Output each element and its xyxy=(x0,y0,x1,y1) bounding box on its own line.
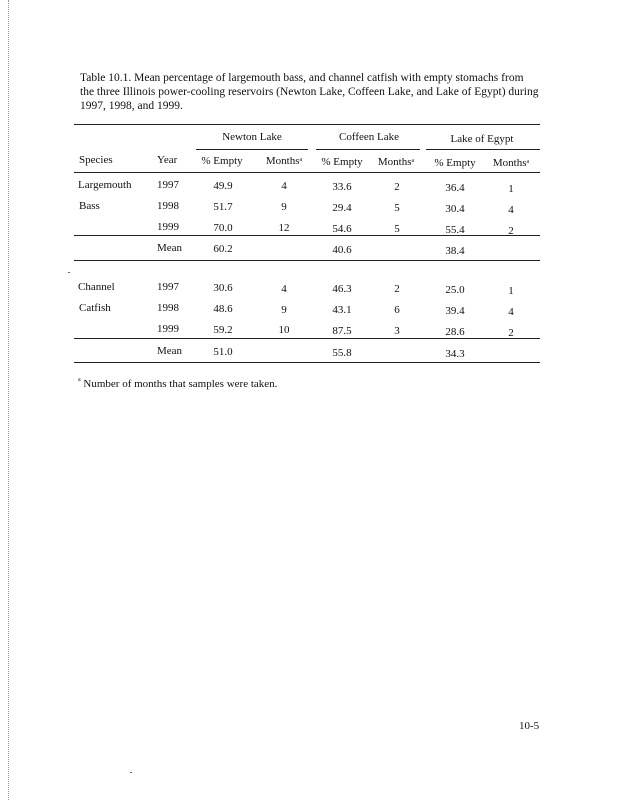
year-header: Year xyxy=(157,154,178,166)
table-bottom-rule xyxy=(74,362,540,363)
ccf-1999-rule xyxy=(74,338,540,339)
coffeen-pct-cell: 46.3 xyxy=(332,283,352,295)
newton-months-cell: 4 xyxy=(281,283,287,295)
newton-pct-header: % Empty xyxy=(201,155,243,167)
egypt-months-cell: 2 xyxy=(508,327,514,339)
coffeen-mean-cell: 40.6 xyxy=(332,244,352,256)
page-number: 10-5 xyxy=(519,720,540,732)
coffeen-pct-header: % Empty xyxy=(321,156,363,168)
coffeen-months-cell: 6 xyxy=(394,304,400,316)
newton-pct-cell: 70.0 xyxy=(213,222,233,234)
scan-speck xyxy=(68,272,70,273)
coffeen-months-cell: 5 xyxy=(394,202,400,214)
table-top-rule xyxy=(74,124,540,125)
newton-mean-cell: 51.0 xyxy=(213,346,233,358)
mean-label: Mean xyxy=(157,242,183,254)
species-name: Bass xyxy=(79,200,100,212)
lake-header-newton: Newton Lake xyxy=(222,131,282,143)
species-name: Channel xyxy=(78,281,115,293)
egypt-months-header: Months$^a$ xyxy=(492,157,530,169)
egypt-pct-cell: 55.4 xyxy=(445,224,465,236)
newton-mean-cell: 60.2 xyxy=(213,243,233,255)
year-cell: 1997 xyxy=(157,281,179,293)
scan-edge-artifact xyxy=(8,0,15,800)
table-footnote: $^a$ Number of months that samples were taken. xyxy=(78,377,278,390)
newton-pct-cell: 51.7 xyxy=(213,201,233,213)
year-cell: 1998 xyxy=(157,302,179,314)
coffeen-months-cell: 2 xyxy=(394,283,400,295)
coffeen-mean-cell: 55.8 xyxy=(332,347,352,359)
table-caption: Table 10.1. Mean percentage of largemouth bass, and channel catfish with empty stomachs from the three Illinois power-cooling reservoirs (Newton Lake, Coffeen Lake, and Lake of Egypt) during 1997, 1998, and 1999. xyxy=(80,72,539,112)
egypt-pct-header: % Empty xyxy=(434,157,476,169)
newton-months-cell: 10 xyxy=(278,324,290,336)
header-bottom-rule xyxy=(74,172,540,173)
year-cell: 1998 xyxy=(157,200,179,212)
egypt-pct-cell: 39.4 xyxy=(445,305,465,317)
egypt-pct-cell: 36.4 xyxy=(445,182,465,194)
newton-pct-cell: 59.2 xyxy=(213,324,233,336)
coffeen-pct-cell: 29.4 xyxy=(332,202,352,214)
coffeen-months-cell: 3 xyxy=(394,325,400,337)
egypt-months-cell: 2 xyxy=(508,225,514,237)
egypt-months-cell: 1 xyxy=(508,285,514,297)
newton-months-header: Months$^a$ xyxy=(265,155,303,167)
lake-of-egypt-rule xyxy=(426,149,540,150)
lmb-mean-rule xyxy=(74,260,540,261)
species-name: Catfish xyxy=(79,302,111,314)
year-cell: 1999 xyxy=(157,323,179,335)
egypt-mean-cell: 38.4 xyxy=(445,245,465,257)
species-name: Largemouth xyxy=(78,179,132,191)
mean-label: Mean xyxy=(157,345,183,357)
year-cell: 1999 xyxy=(157,221,179,233)
newton-months-cell: 4 xyxy=(281,180,287,192)
newton-pct-cell: 30.6 xyxy=(213,282,233,294)
year-cell: 1997 xyxy=(157,179,179,191)
lake-header-coffeen: Coffeen Lake xyxy=(339,131,399,143)
egypt-months-cell: 4 xyxy=(508,306,514,318)
egypt-pct-cell: 28.6 xyxy=(445,326,465,338)
scan-speck xyxy=(130,772,132,773)
newton-months-cell: 12 xyxy=(278,222,290,234)
coffeen-months-header: Months$^a$ xyxy=(377,156,415,168)
newton-months-cell: 9 xyxy=(281,201,287,213)
coffeen-pct-cell: 43.1 xyxy=(332,304,352,316)
coffeen-months-cell: 5 xyxy=(394,223,400,235)
egypt-months-cell: 4 xyxy=(508,204,514,216)
coffeen-lake-rule xyxy=(316,149,420,150)
coffeen-months-cell: 2 xyxy=(394,181,400,193)
coffeen-pct-cell: 33.6 xyxy=(332,181,352,193)
newton-pct-cell: 49.9 xyxy=(213,180,233,192)
egypt-months-cell: 1 xyxy=(508,183,514,195)
egypt-pct-cell: 25.0 xyxy=(445,284,465,296)
lake-header-egypt: Lake of Egypt xyxy=(450,133,514,145)
coffeen-pct-cell: 87.5 xyxy=(332,325,352,337)
lmb-1999-rule xyxy=(74,235,540,236)
egypt-pct-cell: 30.4 xyxy=(445,203,465,215)
coffeen-pct-cell: 54.6 xyxy=(332,223,352,235)
egypt-mean-cell: 34.3 xyxy=(445,348,465,360)
newton-pct-cell: 48.6 xyxy=(213,303,233,315)
newton-months-cell: 9 xyxy=(281,304,287,316)
species-header: Species xyxy=(79,154,113,166)
newton-lake-rule xyxy=(196,149,308,150)
